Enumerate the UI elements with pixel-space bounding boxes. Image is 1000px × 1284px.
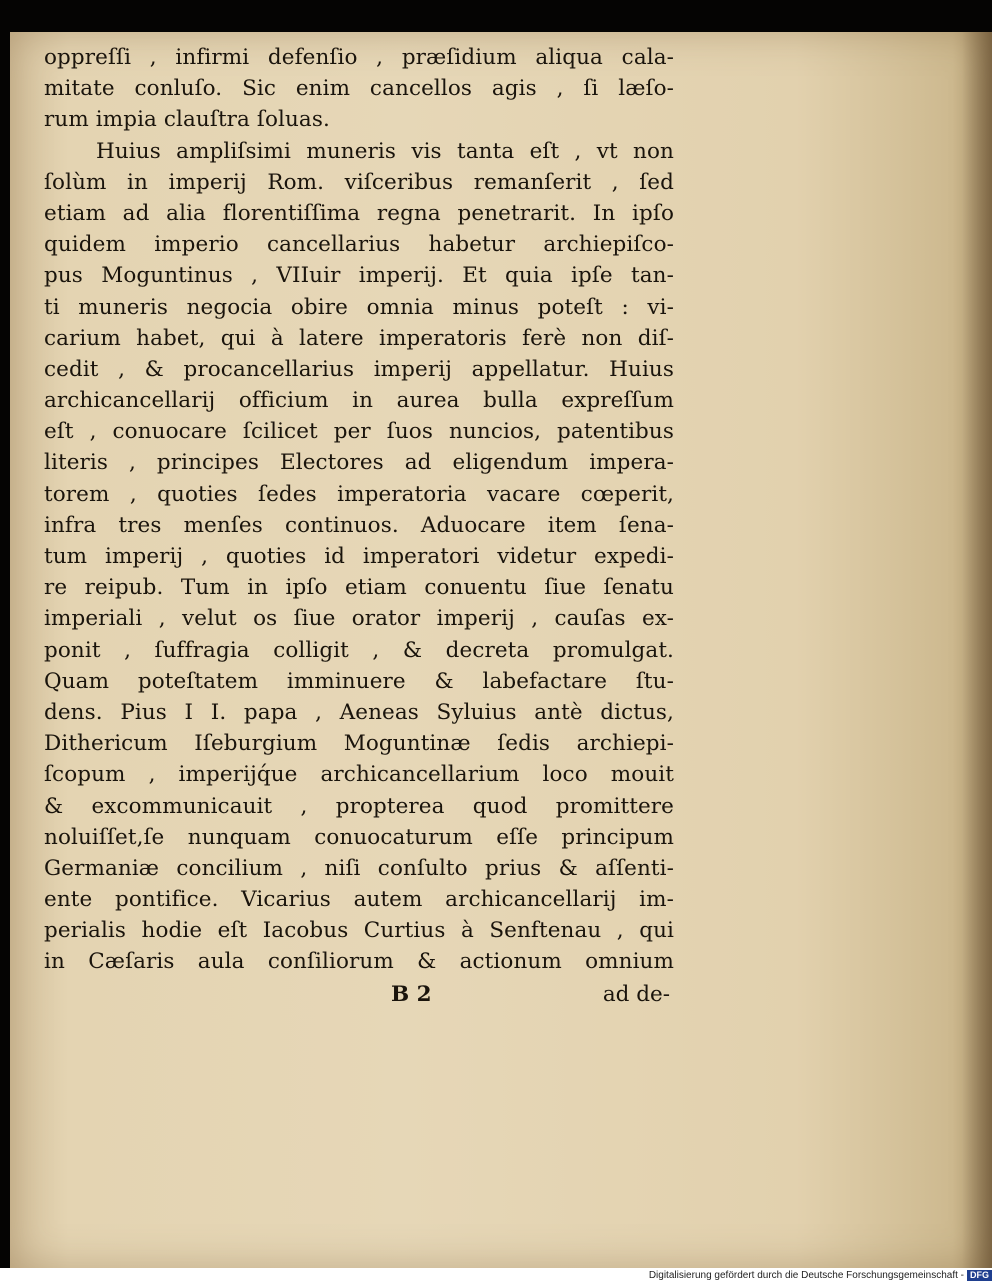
page-footer bbox=[44, 982, 674, 1014]
text-line: tum imperij , quoties id imperatori videtur expedi- bbox=[44, 544, 674, 569]
text-line: perialis hodie eſt Iacobus Curtius à Senftenau , qui bbox=[44, 918, 674, 944]
text-line: dens. Pius I I. papa , Aeneas Syluius antè dictus, bbox=[44, 699, 674, 725]
text-line: torem , quoties ſedes imperatoria vacare cœperit, bbox=[44, 481, 674, 507]
text-line: ti muneris negocia obire omnia minus poteſt : vi- bbox=[44, 294, 674, 320]
text-line: in Cæſaris aula conſiliorum & actionum omnium bbox=[44, 949, 674, 975]
text-line: ponit , ſuffragia colligit , & decreta promulgat. bbox=[44, 637, 674, 663]
text-line: quidem imperio cancellarius habetur archiepiſco- bbox=[44, 232, 674, 258]
text-line: literis , principes Electores ad eligendum impera- bbox=[44, 450, 674, 476]
text-line: etiam ad alia florentiſſima regna penetrarit. In ipſo bbox=[44, 200, 674, 226]
text-line: ſcopum , imperijq́ue archicancellarium loco mouit bbox=[44, 762, 674, 788]
text-line: Germaniæ concilium , niſi conſulto prius & aſſenti- bbox=[44, 855, 674, 881]
text-line: mitate conluſo. Sic enim cancellos agis , ſi læſo- bbox=[44, 76, 674, 102]
dfg-logo: DFG bbox=[967, 1270, 992, 1281]
text-line: cedit , & procancellarius imperij appellatur. Huius bbox=[44, 356, 674, 382]
text-line: ſolùm in imperij Rom. viſceribus remanſerit , ſed bbox=[44, 169, 674, 195]
credit-text: Digitalisierung gefördert durch die Deutsche Forschungsgemeinschaft - bbox=[648, 1270, 964, 1281]
text-line: re reipub. Tum in ipſo etiam conuentu ſiue ſenatu bbox=[44, 575, 674, 601]
text-line: archicancellarij officium in aurea bulla expreſſum bbox=[44, 388, 674, 414]
book-page bbox=[10, 32, 992, 1268]
text-line: noluiſſet,ſe nunquam conuocaturum eſſe principum bbox=[44, 824, 674, 850]
page-text bbox=[44, 42, 674, 978]
text-line: ente pontifice. Vicarius autem archicancellarij im- bbox=[44, 887, 674, 913]
text-line: Dithericum Iſeburgium Moguntinæ ſedis archiepi- bbox=[44, 731, 674, 757]
text-line: & excommunicauit , propterea quod promittere bbox=[44, 793, 674, 819]
text-line: Huius ampliſsimi muneris vis tanta eſt , vt non bbox=[96, 138, 674, 164]
text-line: imperiali , velut os ſiue orator imperij , cauſas ex- bbox=[44, 606, 674, 632]
text-line: carium habet, qui à latere imperatoris ferè non diſ- bbox=[44, 325, 674, 351]
text-line: Quam poteſtatem imminuere & labefactare ſtu- bbox=[44, 668, 674, 694]
text-line: infra tres menſes continuos. Aduocare item ſena- bbox=[44, 512, 674, 538]
text-line: oppreſſi , infirmi defenſio , præſidium aliqua cala- bbox=[44, 45, 674, 70]
text-line: pus Moguntinus , VIIuir imperij. Et quia ipſe tan- bbox=[44, 263, 674, 289]
text-line: rum impia clauſtra ſoluas. bbox=[44, 107, 330, 133]
signature-mark: B 2 bbox=[391, 982, 432, 1007]
digitization-credit bbox=[649, 1270, 992, 1281]
text-line: eſt , conuocare ſcilicet per ſuos nuncios, patentibus bbox=[44, 419, 674, 445]
catchword: ad de- bbox=[602, 982, 670, 1007]
